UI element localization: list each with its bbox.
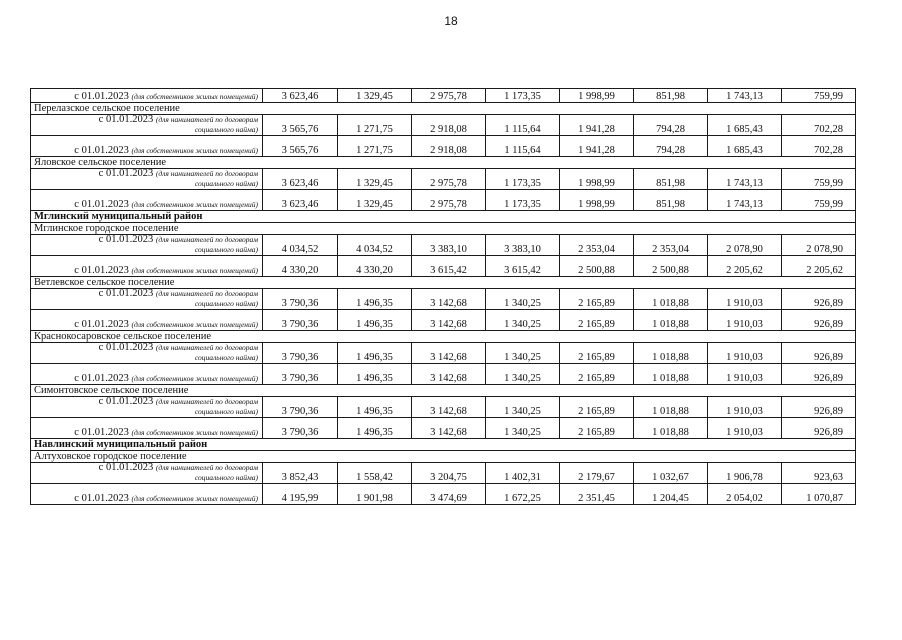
owners-label [31, 256, 263, 277]
date-label: с 01.01.2023 [98, 396, 154, 407]
tariff-value: 3 623,46 [263, 190, 338, 211]
date-label: с 01.01.2023 [98, 234, 154, 245]
tariff-value: 1 998,99 [560, 190, 634, 211]
district-name: Навлинский муниципальный район [31, 439, 856, 451]
tenants-note-line2: социального найма) [194, 245, 258, 254]
tariff-row [31, 418, 856, 439]
tariff-value: 1 173,35 [486, 190, 560, 211]
tariff-value: 2 165,89 [560, 310, 634, 331]
tariff-value: 1 340,25 [486, 418, 560, 439]
owners-note: (для собственников жилых помещений) [131, 374, 258, 383]
tariff-value: 2 975,78 [412, 190, 486, 211]
tariff-value: 2 918,08 [412, 136, 486, 157]
settlement-name: Перелазское сельское поселение [31, 103, 856, 115]
tariff-value: 1 402,31 [486, 463, 560, 484]
date-label: с 01.01.2023 [74, 373, 129, 384]
tariff-value: 926,89 [782, 418, 856, 439]
tariff-value: 702,28 [782, 136, 856, 157]
tariff-row [31, 289, 856, 310]
tariff-value: 3 565,76 [263, 136, 338, 157]
tariff-value: 1 018,88 [634, 364, 708, 385]
tariff-value: 3 383,10 [412, 235, 486, 256]
tariff-row [31, 190, 856, 211]
tariff-value: 1 115,64 [486, 136, 560, 157]
owners-note: (для собственников жилых помещений) [131, 494, 258, 503]
tariff-value: 759,99 [782, 89, 856, 103]
tariff-value: 1 941,28 [560, 115, 634, 136]
tariff-value: 1 018,88 [634, 343, 708, 364]
tenants-label [31, 397, 263, 418]
tariff-value: 3 204,75 [412, 463, 486, 484]
tenants-note-line1: (для нанимателей по договорам [155, 463, 258, 472]
tariff-value: 1 743,13 [708, 89, 782, 103]
tariff-value: 1 340,25 [486, 364, 560, 385]
tariff-value: 3 142,68 [412, 418, 486, 439]
tariff-value: 1 340,25 [486, 343, 560, 364]
settlement-row [31, 103, 856, 115]
settlement-row [31, 385, 856, 397]
tariff-value: 2 165,89 [560, 343, 634, 364]
district-row [31, 211, 856, 223]
tariff-value: 3 142,68 [412, 397, 486, 418]
date-label: с 01.01.2023 [74, 91, 129, 102]
owners-label [31, 484, 263, 505]
tenants-note-line1: (для нанимателей по договорам [155, 397, 258, 406]
tenants-label [31, 289, 263, 310]
tariff-row [31, 364, 856, 385]
owners-label [31, 364, 263, 385]
tariff-value: 3 790,36 [263, 310, 338, 331]
owners-label [31, 418, 263, 439]
tariff-value: 4 034,52 [263, 235, 338, 256]
tariff-value: 1 018,88 [634, 397, 708, 418]
tariff-row [31, 136, 856, 157]
tenants-label [31, 343, 263, 364]
tariff-value: 3 790,36 [263, 289, 338, 310]
district-row [31, 439, 856, 451]
tariff-value: 1 901,98 [338, 484, 412, 505]
tenants-label [31, 235, 263, 256]
tariff-value: 1 173,35 [486, 169, 560, 190]
tariff-value: 1 496,35 [338, 343, 412, 364]
settlement-row [31, 331, 856, 343]
owners-label [31, 310, 263, 331]
tariff-value: 926,89 [782, 289, 856, 310]
date-label: с 01.01.2023 [98, 342, 154, 353]
tenants-label [31, 463, 263, 484]
tariff-value: 1 743,13 [708, 190, 782, 211]
tariff-value: 4 195,99 [263, 484, 338, 505]
settlement-row [31, 451, 856, 463]
tariff-value: 1 018,88 [634, 310, 708, 331]
tariff-value: 851,98 [634, 89, 708, 103]
tariff-value: 1 910,03 [708, 418, 782, 439]
owners-note: (для собственников жилых помещений) [131, 266, 258, 275]
tariff-value: 3 142,68 [412, 343, 486, 364]
district-name: Мглинский муниципальный район [31, 211, 856, 223]
tariff-value: 1 558,42 [338, 463, 412, 484]
date-label: с 01.01.2023 [74, 493, 129, 504]
tariff-value: 2 918,08 [412, 115, 486, 136]
date-label: с 01.01.2023 [74, 199, 129, 210]
owners-label [31, 190, 263, 211]
tariff-value: 1 743,13 [708, 169, 782, 190]
tariff-value: 926,89 [782, 364, 856, 385]
tariff-value: 1 910,03 [708, 310, 782, 331]
tariff-value: 2 975,78 [412, 169, 486, 190]
tariff-value: 702,28 [782, 115, 856, 136]
tariff-value: 2 078,90 [708, 235, 782, 256]
tenants-note-line1: (для нанимателей по договорам [155, 343, 258, 352]
owners-label [31, 136, 263, 157]
tariff-value: 2 165,89 [560, 397, 634, 418]
tariff-row [31, 343, 856, 364]
tariff-value: 3 142,68 [412, 289, 486, 310]
tariff-value: 1 204,45 [634, 484, 708, 505]
tariff-value: 794,28 [634, 136, 708, 157]
tariff-value: 1 018,88 [634, 418, 708, 439]
tariff-value: 4 330,20 [338, 256, 412, 277]
settlement-name: Мглинское городское поселение [31, 223, 856, 235]
tariff-value: 4 034,52 [338, 235, 412, 256]
tariff-row [31, 463, 856, 484]
tariff-value: 1 685,43 [708, 115, 782, 136]
tariff-value: 1 329,45 [338, 190, 412, 211]
tariff-value: 3 790,36 [263, 343, 338, 364]
settlement-name: Яловское сельское поселение [31, 157, 856, 169]
tariff-value: 1 672,25 [486, 484, 560, 505]
owners-note: (для собственников жилых помещений) [131, 200, 258, 209]
settlement-name: Ветлевское сельское поселение [31, 277, 856, 289]
tariff-table [30, 88, 856, 505]
tenants-label [31, 169, 263, 190]
tariff-value: 1 685,43 [708, 136, 782, 157]
tariff-value: 4 330,20 [263, 256, 338, 277]
tariff-value: 2 205,62 [782, 256, 856, 277]
tariff-value: 1 496,35 [338, 397, 412, 418]
tariff-row [31, 484, 856, 505]
date-label: с 01.01.2023 [98, 168, 154, 179]
tariff-row [31, 89, 856, 103]
tariff-value: 3 623,46 [263, 89, 338, 103]
owners-note: (для собственников жилых помещений) [131, 428, 258, 437]
owners-note: (для собственников жилых помещений) [131, 146, 258, 155]
tariff-value: 1 115,64 [486, 115, 560, 136]
tariff-value: 1 496,35 [338, 310, 412, 331]
tariff-row [31, 235, 856, 256]
tariff-row [31, 310, 856, 331]
date-label: с 01.01.2023 [74, 265, 129, 276]
tariff-value: 1 271,75 [338, 115, 412, 136]
tariff-value: 1 340,25 [486, 397, 560, 418]
tenants-note-line1: (для нанимателей по договорам [155, 169, 258, 178]
tariff-value: 2 500,88 [560, 256, 634, 277]
tariff-value: 3 615,42 [486, 256, 560, 277]
settlement-name: Алтуховское городское поселение [31, 451, 856, 463]
tariff-value: 3 790,36 [263, 364, 338, 385]
tariff-value: 1 329,45 [338, 169, 412, 190]
tariff-row [31, 256, 856, 277]
tenants-note-line1: (для нанимателей по договорам [155, 289, 258, 298]
tariff-value: 3 615,42 [412, 256, 486, 277]
page-number: 18 [444, 14, 458, 28]
tariff-value: 2 165,89 [560, 418, 634, 439]
tenants-note-line2: социального найма) [194, 299, 258, 308]
tariff-value: 926,89 [782, 343, 856, 364]
tariff-value: 923,63 [782, 463, 856, 484]
tariff-value: 2 353,04 [634, 235, 708, 256]
tenants-note-line1: (для нанимателей по договорам [155, 235, 258, 244]
tariff-value: 1 998,99 [560, 169, 634, 190]
date-label: с 01.01.2023 [74, 319, 129, 330]
tariff-value: 2 205,62 [708, 256, 782, 277]
tariff-value: 1 340,25 [486, 310, 560, 331]
tariff-value: 3 565,76 [263, 115, 338, 136]
settlement-name: Краснокосаровское сельское поселение [31, 331, 856, 343]
tariff-value: 851,98 [634, 169, 708, 190]
settlement-row [31, 277, 856, 289]
tariff-value: 1 910,03 [708, 343, 782, 364]
tenants-label [31, 115, 263, 136]
owners-label [31, 89, 263, 103]
tariff-value: 1 998,99 [560, 89, 634, 103]
tariff-value: 3 142,68 [412, 310, 486, 331]
tariff-value: 1 271,75 [338, 136, 412, 157]
tenants-note-line2: социального найма) [194, 353, 258, 362]
tariff-value: 2 500,88 [634, 256, 708, 277]
tariff-value: 3 474,69 [412, 484, 486, 505]
tariff-value: 1 496,35 [338, 289, 412, 310]
tariff-value: 2 179,67 [560, 463, 634, 484]
tariff-value: 1 910,03 [708, 289, 782, 310]
date-label: с 01.01.2023 [74, 145, 129, 156]
tariff-value: 3 790,36 [263, 397, 338, 418]
tariff-row [31, 397, 856, 418]
tenants-note-line2: социального найма) [194, 407, 258, 416]
tariff-value: 3 790,36 [263, 418, 338, 439]
tariff-value: 1 329,45 [338, 89, 412, 103]
tariff-value: 2 078,90 [782, 235, 856, 256]
tariff-value: 851,98 [634, 190, 708, 211]
tariff-value: 1 032,67 [634, 463, 708, 484]
tenants-note-line1: (для нанимателей по договорам [155, 115, 258, 124]
date-label: с 01.01.2023 [98, 462, 154, 473]
tenants-note-line2: социального найма) [194, 179, 258, 188]
date-label: с 01.01.2023 [74, 427, 129, 438]
tariff-value: 759,99 [782, 190, 856, 211]
tariff-value: 759,99 [782, 169, 856, 190]
tariff-value: 1 070,87 [782, 484, 856, 505]
tariff-value: 2 353,04 [560, 235, 634, 256]
settlement-row [31, 157, 856, 169]
date-label: с 01.01.2023 [98, 114, 154, 125]
tariff-value: 1 340,25 [486, 289, 560, 310]
tariff-value: 3 383,10 [486, 235, 560, 256]
tariff-value: 3 852,43 [263, 463, 338, 484]
tariff-row [31, 169, 856, 190]
tariff-value: 1 496,35 [338, 418, 412, 439]
tariff-value: 2 165,89 [560, 364, 634, 385]
settlement-name: Симонтовское сельское поселение [31, 385, 856, 397]
tariff-value: 2 054,02 [708, 484, 782, 505]
date-label: с 01.01.2023 [98, 288, 154, 299]
tariff-value: 2 351,45 [560, 484, 634, 505]
tariff-value: 3 623,46 [263, 169, 338, 190]
tariff-value: 1 496,35 [338, 364, 412, 385]
tariff-row [31, 115, 856, 136]
tariff-value: 2 975,78 [412, 89, 486, 103]
tariff-value: 1 906,78 [708, 463, 782, 484]
tenants-note-line2: социального найма) [194, 473, 258, 482]
owners-note: (для собственников жилых помещений) [131, 92, 258, 101]
tenants-note-line2: социального найма) [194, 125, 258, 134]
tariff-value: 1 910,03 [708, 364, 782, 385]
tariff-value: 2 165,89 [560, 289, 634, 310]
settlement-row [31, 223, 856, 235]
tariff-value: 926,89 [782, 397, 856, 418]
tariff-value: 794,28 [634, 115, 708, 136]
tariff-value: 926,89 [782, 310, 856, 331]
owners-note: (для собственников жилых помещений) [131, 320, 258, 329]
tariff-value: 1 941,28 [560, 136, 634, 157]
tariff-value: 1 173,35 [486, 89, 560, 103]
tariff-value: 3 142,68 [412, 364, 486, 385]
tariff-value: 1 018,88 [634, 289, 708, 310]
tariff-value: 1 910,03 [708, 397, 782, 418]
